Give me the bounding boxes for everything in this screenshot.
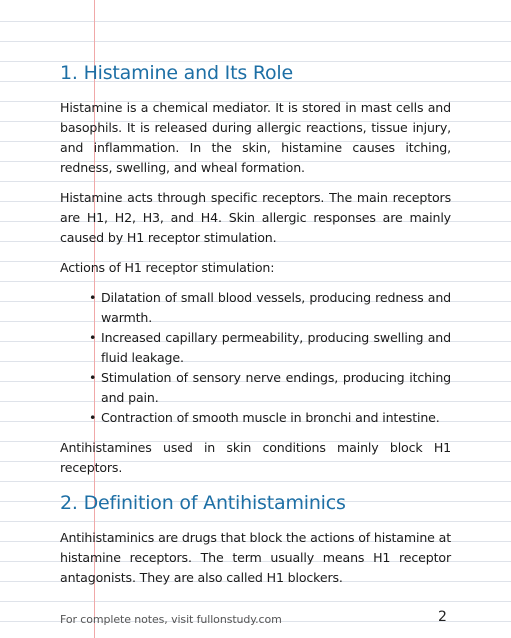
section-2-heading: 2. Definition of Antihistaminics: [60, 492, 346, 514]
section-1-heading: 1. Histamine and Its Role: [60, 62, 294, 84]
list-item: • Stimulation of sensory nerve endings, producing itching and pain.: [89, 370, 451, 405]
list-item: • Dilatation of small blood vessels, producing redness and warmth.: [89, 290, 451, 325]
h1-actions-list: [60, 288, 451, 428]
section-1-paragraph-3: Actions of H1 receptor stimulation:: [60, 260, 275, 275]
page-number: 2: [438, 609, 447, 625]
section-1-paragraph-2: Histamine acts through specific receptors. The main receptors are H1, H2, H3, and H4. Skin allergic responses are mainly caused by H1 receptor stimulation.: [60, 190, 451, 245]
page-content: [60, 58, 451, 588]
section-2-paragraph-1: Antihistaminics are drugs that block the actions of histamine at histamine receptors. The term usually means H1 receptor antagonists. They are also called H1 blockers.: [60, 530, 451, 585]
footer-note: For complete notes, visit fullonstudy.com: [60, 613, 282, 626]
section-1-paragraph-1: Histamine is a chemical mediator. It is stored in mast cells and basophils. It is released during allergic reactions, tissue injury, and inflammation. In the skin, histamine causes itching, redness, swelling, and wheal formation.: [60, 100, 451, 175]
list-item: • Contraction of smooth muscle in bronchi and intestine.: [89, 410, 440, 425]
section-1-paragraph-4: Antihistamines used in skin conditions mainly block H1 receptors.: [60, 440, 451, 475]
list-item: • Increased capillary permeability, producing swelling and fluid leakage.: [89, 330, 451, 365]
